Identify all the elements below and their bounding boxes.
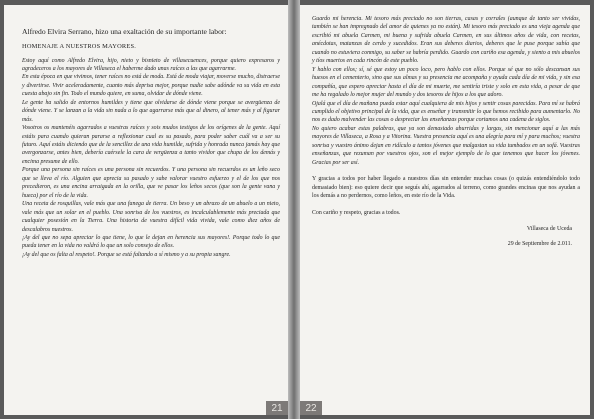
paragraph: Estoy aquí como Alfredo Elvira, hijo, nieto y bisnieto de villasecuences, porque quiero expresaros y agradeceros a los mayores de Villaseca el haberme dado unas raíces a las que agarrarme. bbox=[22, 57, 280, 72]
place: Villaseca de Uceda bbox=[526, 226, 572, 233]
date: 29 de Septiembre de 2.011. bbox=[507, 240, 572, 247]
page-number: 21 bbox=[266, 401, 288, 415]
paragraph: Una receta de rosquillas, vale más que una fanega de tierra. Un beso y un abrazo de un abuelo a un nieto, vale más que un solar en el pueblo. Una sonrisa de los vuestros, es incalculablemente más preciada que cualquier posesión en la Tierra. Una historia de vuestra difícil vida vivida, vale como diez años de descalabros nuestros. bbox=[22, 201, 280, 233]
paragraph: Vosotros os mantenéis agarrados a vuestras raíces y sois mudos testigos de los orígenes de la gente. Aquí estáis para cuando quieran pararse a reflexionar cual es su pasado, para poder saber cuál va a ser su futuro. Aquí estáis diciendo que de la sencillez de una vida humilde, sufrida y honrada nunca jamás hay que avergonzarse, antes bien, debería caérsele la cara de vergüenza a tanto vividor que chupa de los demás y encima presume de ello. bbox=[22, 125, 280, 165]
paragraph: Le gente ha salido de entornos humildes y tiene que olvidarse de dónde viene porque se avergüenza de dónde viene. Y se lanzan a la vida sin nada a lo que agarrarse más que al dinero, al tener más y al figurar más. bbox=[22, 99, 280, 123]
paragraph: Porque una persona sin raíces es una persona sin recuerdos. Y una persona sin recuerdos es un leño seco que se lleva el río. Alguien que aprecia su pasado y sabe valorar vuestro esfuerzo y el de los que nos precedieron, es una encina arraigada en la orilla, que ve pasar los leños secos (que son la gente vana y hueca) por el río de la vida. bbox=[22, 167, 280, 199]
paragraph: En esta época en que vivimos, tener raíces no está de moda. Está de moda viajar, moverse mucho, distraerse y divertirse. Vivir aceleradamente, cuanto más deprisa mejor, porque nadie sabe adónde va su vida en esta cuesta abajo sin fin. Todo el mundo quiere, en suma, olvidar de dónde viene. bbox=[22, 74, 280, 98]
paragraph: ¡Ay del que no sepa apreciar lo que tiene, lo que le dejan en herencia sus mayores!. Porque todo lo que pueda tener en la vida no valdrá lo que un solo consejo de ellos. bbox=[22, 235, 280, 250]
paragraph: Y hablo con ellos; sí, sé que estoy un poco loco, pero hablo con ellos. Porque sé que no sólo descansan sus huesos en el cementerio, sino que sus almas y su presencia me acompaña y ayuda cada día de mi vida, y sin esa compañía, que espero apreciar hasta el día de mi muerte, me sentiría triste y solo en esta vida, a pesar de que me ha regalado lo mejor mujer del mundo y dos tesoros de hijos a los que adoro. bbox=[312, 66, 580, 99]
page-number: 22 bbox=[300, 401, 322, 415]
right-page bbox=[300, 5, 590, 415]
paragraph: ¡Ay del que os falta al respeto!. Porque se está faltando a sí mismo y a su propia sangre. bbox=[22, 251, 231, 258]
page-heading: Alfredo Elvira Serrano, hizo una exaltación de su importante labor: bbox=[22, 27, 227, 36]
left-page bbox=[4, 5, 288, 415]
closing-line: Con cariño y respeto, gracias a todos. bbox=[312, 209, 401, 216]
paragraph: Ojalá que el día de mañana pueda estar aquí cualquiera de mis hijos y sentir cosas parecidas. Para mí se habrá cumplido el objetivo principal de la vida, que es enseñar y transmitir lo que hemos recibido para aumentarlo. No nos es dado malvender las cosas o despreciar las enseñanzas porque cortamos una cadena de siglos. bbox=[312, 100, 580, 124]
homage-title: HOMENAJE A NUESTROS MAYORES. bbox=[22, 43, 137, 50]
paragraph: No quiero acabar estas palabras, que ya son demasiado aburridas y largas, sin mencionar aquí a las más mayores de Villaseca, a Rosa y a Vitorina. Vuestra presencia aquí es una alegría para mí y para muchos; vuestra sonrisa y vuestro ánimo dejan en ridículo a tantos jóvenes que malgastan su vida tumbados en un sofá. Vuestras enseñanzas, que rezuman por vuestros ojos, son el mejor ejemplo de lo que tenemos que hacer los jóvenes. Gracias por ser así. bbox=[312, 125, 580, 166]
book-spine bbox=[288, 0, 300, 419]
closing-paragraph: Y gracias a todos por haber llegado a nuestros días sin entender muchas cosas (o quizás entendiéndolo todo demasiado bien): eso quiere decir que seguís ahí, agarrados al terreno, como grandes encinas que nos ayudan a los demás a no perdernos, como leños, en este río de la Vida. bbox=[312, 176, 580, 200]
paragraph: Guardo mi herencia. Mi tesoro más preciado no son tierras, casas y corrales (aunque de tanto ser vividas, también se han impregnado del amor de quienes ya no están). Mi tesoro más preciado es una vieja agenda que escribió mi abuela Carmen, mi buena y sufrida abuela Carmen, en sus últimos años de vida, con recetas, anécdotas, matanzas de cerdo y sucedidos. Eran sus deberes diarios, deberes que le puse porque sabía que cuando no estuviera conmigo, su saber se habría perdido. Guardo con cariño esa agenda, y siento a mis abuelos y tíos muertos en cada rincón de este pueblo. bbox=[312, 16, 580, 65]
